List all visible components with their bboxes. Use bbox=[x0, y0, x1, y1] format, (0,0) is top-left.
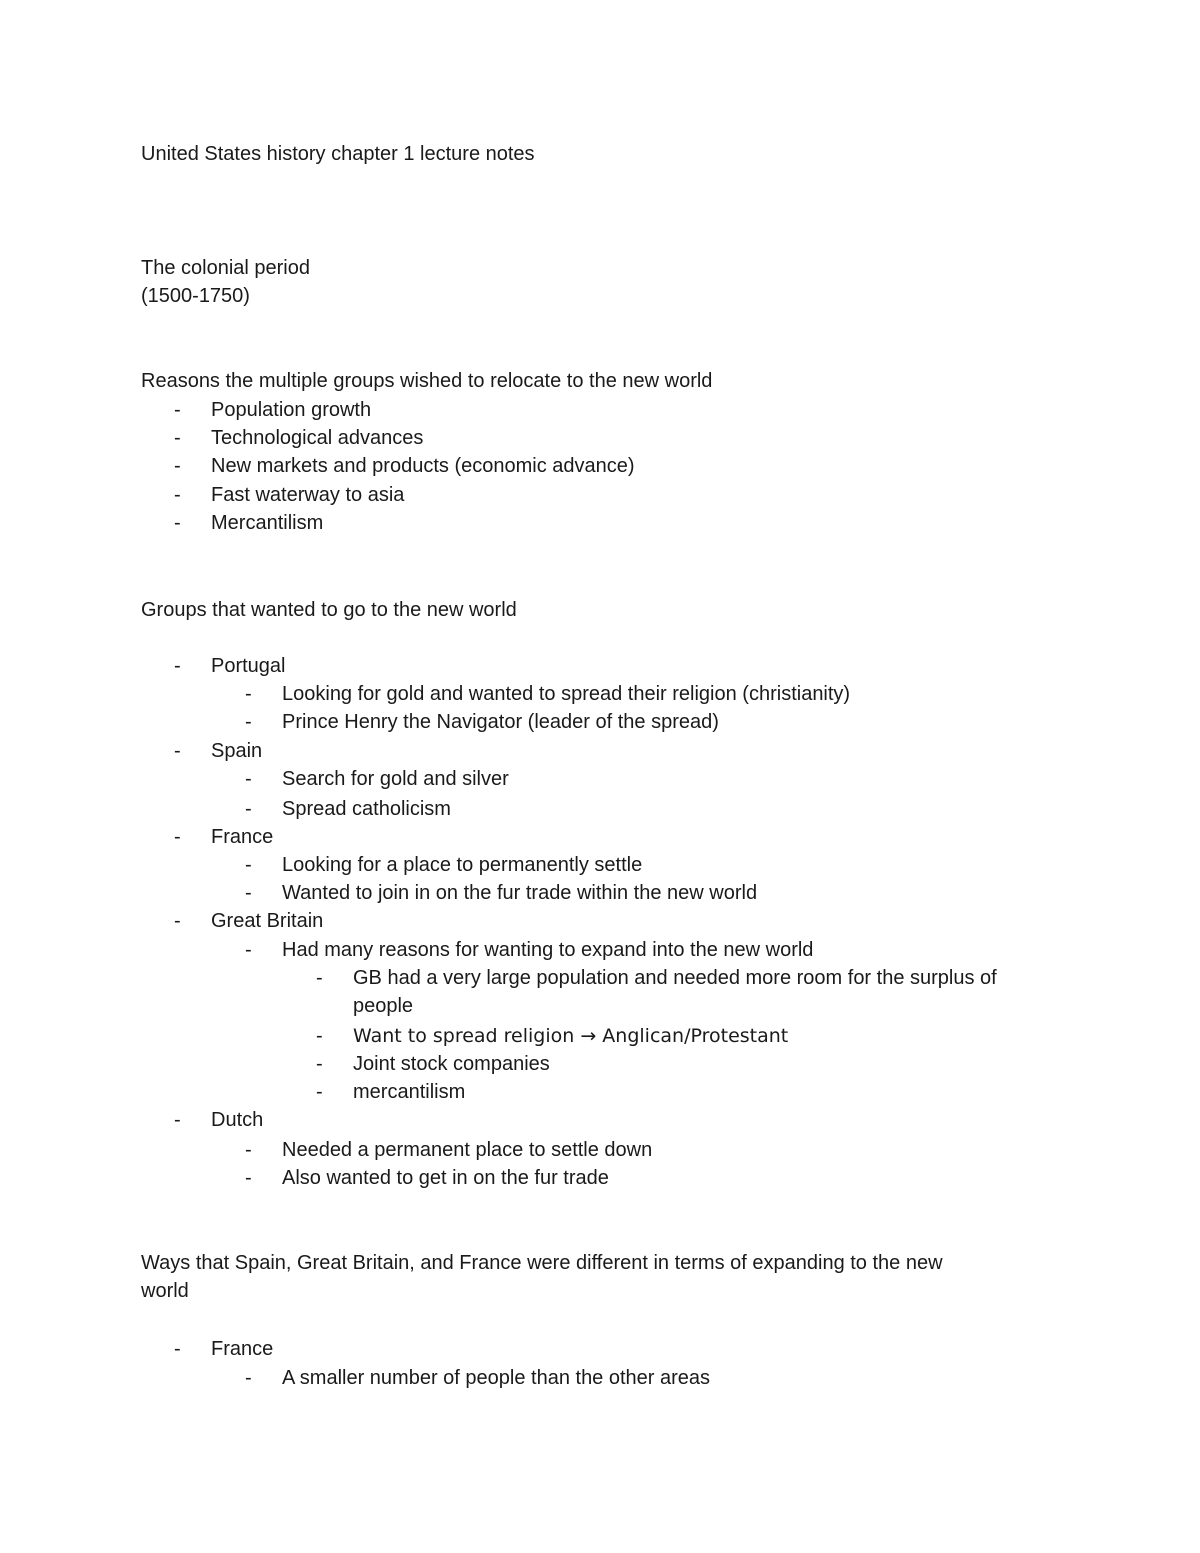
bullet-dash: - bbox=[174, 399, 181, 421]
page-title: United States history chapter 1 lecture notes bbox=[141, 143, 535, 165]
list-item: Spread catholicism bbox=[282, 798, 451, 820]
list-item: Joint stock companies bbox=[353, 1053, 550, 1075]
bullet-dash: - bbox=[316, 1025, 323, 1047]
bullet-dash: - bbox=[174, 1109, 181, 1131]
list-item: Fast waterway to asia bbox=[211, 484, 405, 506]
list-item: GB had a very large population and needed more room for the surplus of bbox=[353, 967, 997, 989]
bullet-dash: - bbox=[245, 798, 252, 820]
list-item: Wanted to join in on the fur trade within the new world bbox=[282, 882, 758, 904]
section-heading-groups: Groups that wanted to go to the new world bbox=[141, 599, 517, 621]
list-item: Population growth bbox=[211, 399, 372, 421]
bullet-dash: - bbox=[174, 484, 181, 506]
section-heading-ways: Ways that Spain, Great Britain, and France were different in terms of expanding to the new bbox=[141, 1252, 943, 1274]
list-item: Search for gold and silver bbox=[282, 768, 509, 790]
group-dutch: Dutch bbox=[211, 1109, 264, 1131]
date-range: (1500-1750) bbox=[141, 285, 250, 307]
group-france: France bbox=[211, 1338, 274, 1360]
bullet-dash: - bbox=[245, 1367, 252, 1389]
list-item: Mercantilism bbox=[211, 512, 324, 534]
bullet-dash: - bbox=[174, 910, 181, 932]
section-heading-ways-continuation: world bbox=[141, 1280, 189, 1302]
bullet-dash: - bbox=[245, 1139, 252, 1161]
group-spain: Spain bbox=[211, 740, 263, 762]
list-item-continuation: people bbox=[353, 995, 414, 1017]
bullet-dash: - bbox=[174, 740, 181, 762]
bullet-dash: - bbox=[174, 512, 181, 534]
list-item: mercantilism bbox=[353, 1081, 466, 1103]
bullet-dash: - bbox=[174, 826, 181, 848]
list-item: A smaller number of people than the other areas bbox=[282, 1367, 711, 1389]
list-item: Looking for a place to permanently settle bbox=[282, 854, 643, 876]
bullet-dash: - bbox=[245, 939, 252, 961]
bullet-dash: - bbox=[174, 455, 181, 477]
bullet-dash: - bbox=[174, 427, 181, 449]
section-heading-colonial-period: The colonial period bbox=[141, 257, 310, 279]
list-item: Want to spread religion → Anglican/Protestant bbox=[353, 1025, 789, 1047]
group-great-britain: Great Britain bbox=[211, 910, 324, 932]
list-item: Prince Henry the Navigator (leader of the spread) bbox=[282, 711, 719, 733]
list-item: Technological advances bbox=[211, 427, 424, 449]
list-item: Also wanted to get in on the fur trade bbox=[282, 1167, 609, 1189]
bullet-dash: - bbox=[245, 1167, 252, 1189]
bullet-dash: - bbox=[316, 1081, 323, 1103]
list-item: New markets and products (economic advance) bbox=[211, 455, 635, 477]
bullet-dash: - bbox=[245, 768, 252, 790]
list-item: Needed a permanent place to settle down bbox=[282, 1139, 653, 1161]
list-item: Had many reasons for wanting to expand into the new world bbox=[282, 939, 814, 961]
bullet-dash: - bbox=[245, 882, 252, 904]
section-heading-reasons: Reasons the multiple groups wished to relocate to the new world bbox=[141, 370, 713, 392]
bullet-dash: - bbox=[174, 655, 181, 677]
group-france: France bbox=[211, 826, 274, 848]
bullet-dash: - bbox=[245, 711, 252, 733]
group-portugal: Portugal bbox=[211, 655, 286, 677]
bullet-dash: - bbox=[245, 854, 252, 876]
bullet-dash: - bbox=[316, 1053, 323, 1075]
bullet-dash: - bbox=[316, 967, 323, 989]
bullet-dash: - bbox=[174, 1338, 181, 1360]
bullet-dash: - bbox=[245, 683, 252, 705]
list-item: Looking for gold and wanted to spread their religion (christianity) bbox=[282, 683, 851, 705]
